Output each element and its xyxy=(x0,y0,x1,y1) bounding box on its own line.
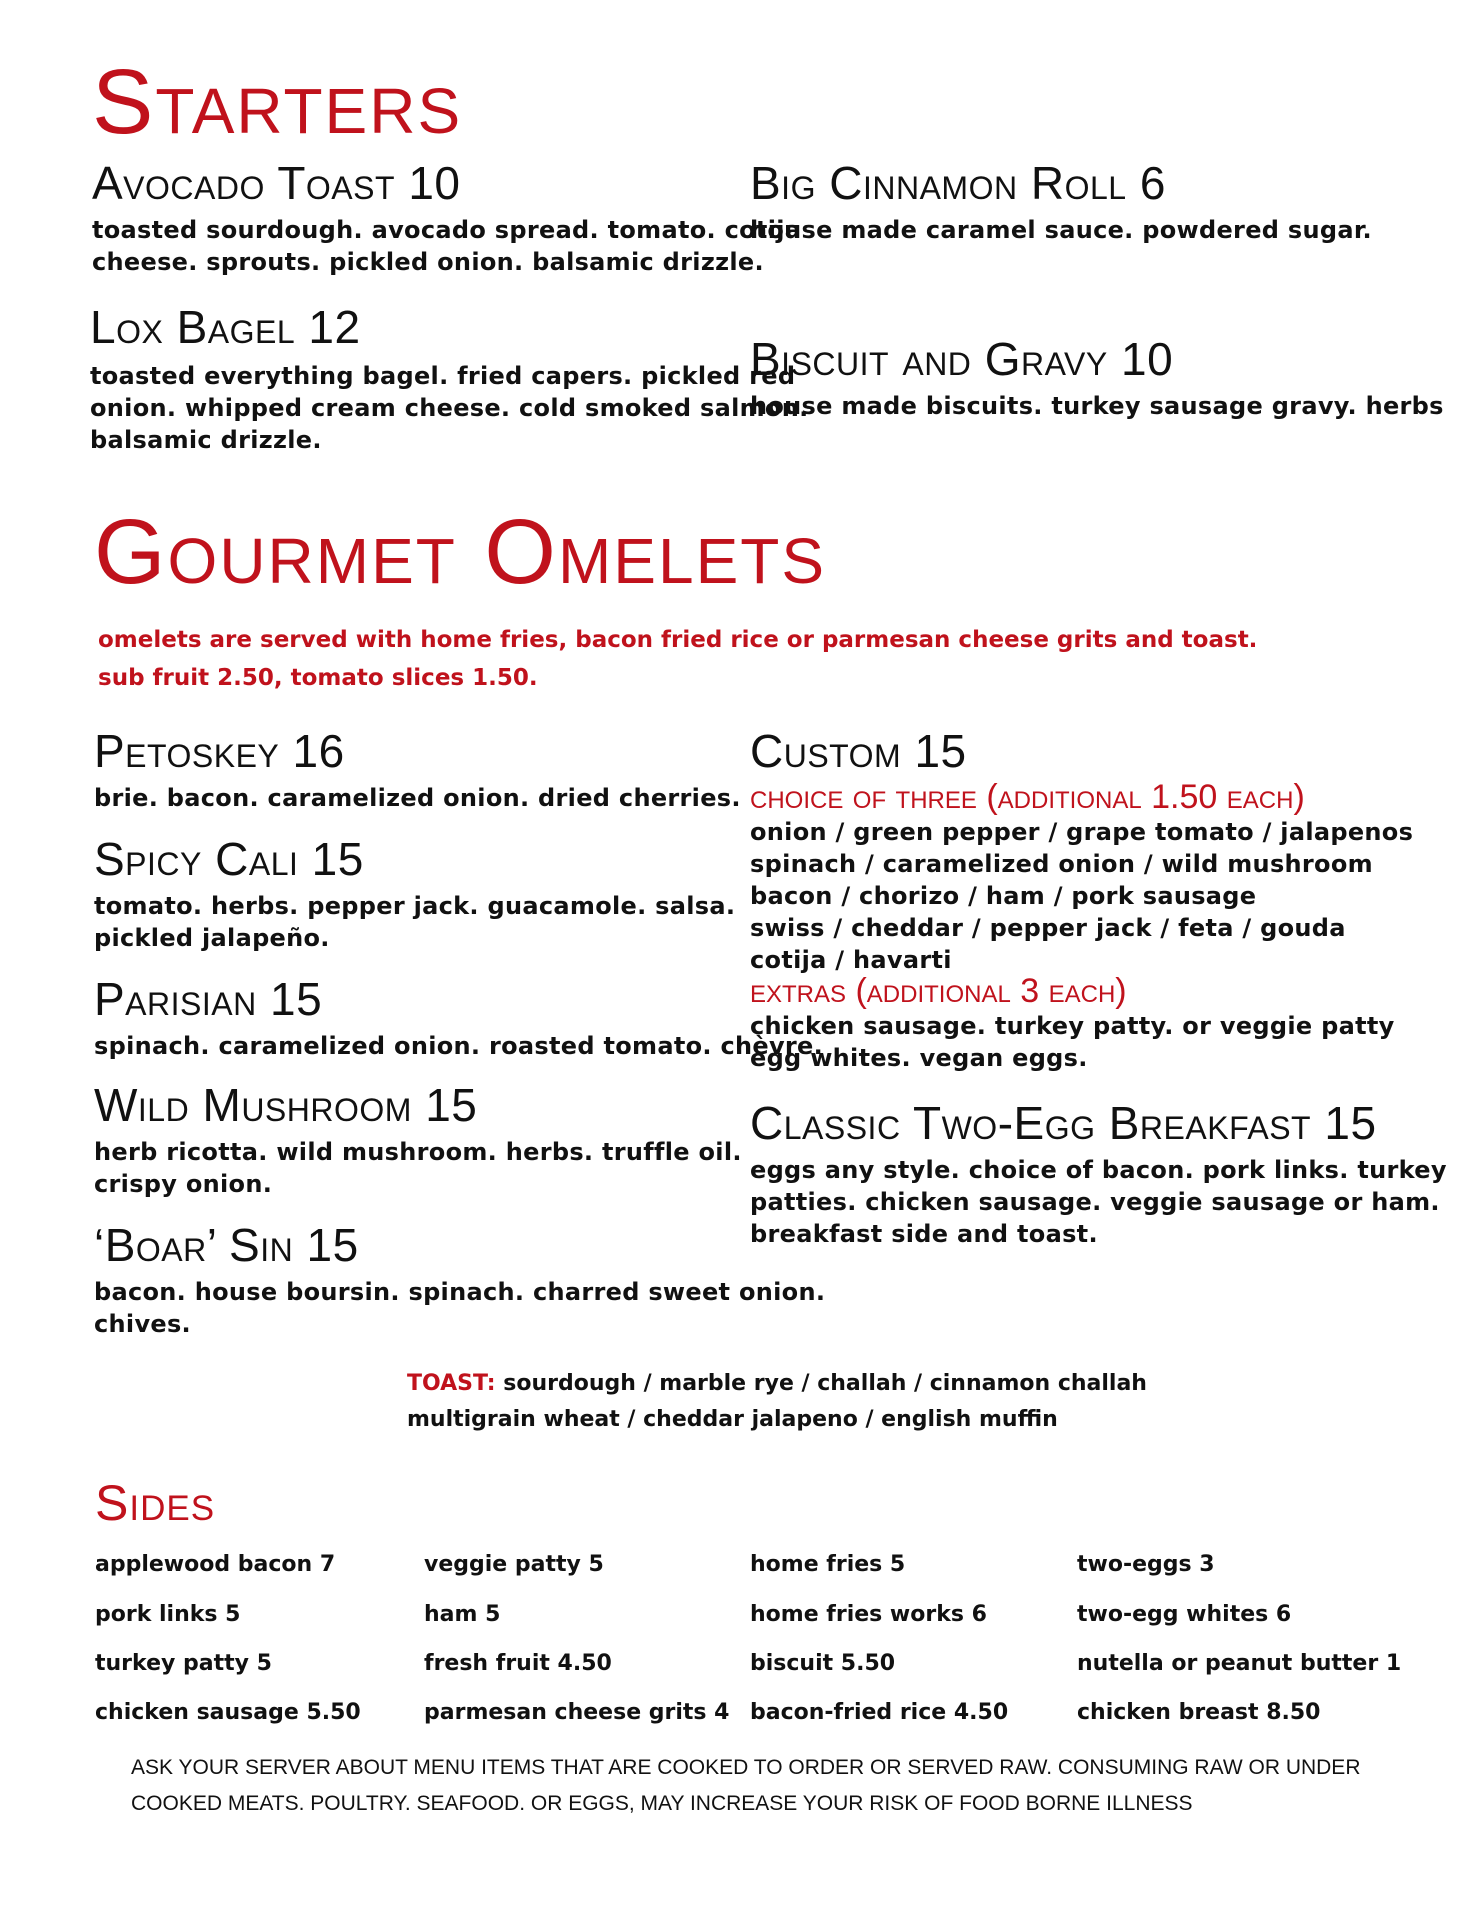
toast-line-1 xyxy=(407,1366,1147,1402)
item-description xyxy=(92,214,802,278)
option-line: swiss / cheddar / pepper jack / feta / gouda xyxy=(750,914,1346,942)
description-line: eggs any style. choice of bacon. pork links. turkey xyxy=(750,1156,1447,1184)
menu-item-big-cinnamon-roll xyxy=(750,157,1390,246)
item-description xyxy=(94,1136,754,1200)
item-title: Big Cinnamon Roll 6 xyxy=(750,157,1166,209)
toast-label: TOAST: xyxy=(407,1371,496,1396)
option-line: onion / green pepper / grape tomato / jalapenos xyxy=(750,818,1414,846)
description-line: house made caramel sauce. powdered sugar. xyxy=(750,216,1372,244)
description-line: spinach. caramelized onion. roasted tomato. chèvre. xyxy=(94,1032,824,1060)
omelets-note xyxy=(98,621,1257,697)
side-item: biscuit 5.50 xyxy=(750,1651,896,1676)
side-item: turkey patty 5 xyxy=(95,1651,272,1676)
side-item: parmesan cheese grits 4 xyxy=(424,1700,730,1725)
side-item: two-egg whites 6 xyxy=(1077,1602,1292,1627)
side-item: veggie patty 5 xyxy=(424,1552,604,1577)
option-line: bacon / chorizo / ham / pork sausage xyxy=(750,882,1257,910)
disclaimer-line: ASK YOUR SERVER ABOUT MENU ITEMS THAT ARE COOKED TO ORDER OR SERVED RAW. CONSUMING RAW OR UNDER xyxy=(131,1756,1361,1779)
item-description xyxy=(90,360,809,456)
description-line: cheese. sprouts. pickled onion. balsamic drizzle. xyxy=(92,248,764,276)
description-line: house made biscuits. turkey sausage gravy. herbs xyxy=(750,392,1444,420)
choice-options xyxy=(750,816,1414,976)
side-item: pork links 5 xyxy=(95,1602,241,1627)
menu-item-petoskey xyxy=(94,725,741,814)
toast-options xyxy=(407,1366,1147,1438)
item-title: ‘Boar’ Sin 15 xyxy=(94,1219,359,1271)
description-line: patties. chicken sausage. veggie sausage or ham. xyxy=(750,1188,1440,1216)
item-title: Custom 15 xyxy=(750,725,967,777)
menu-item-lox-bagel xyxy=(90,301,809,456)
description-line: toasted everything bagel. fried capers. pickled red xyxy=(90,362,796,390)
item-title: Spicy Cali 15 xyxy=(94,833,364,885)
disclaimer-line: COOKED MEATS. POULTRY. SEAFOOD. OR EGGS, MAY INCREASE YOUR RISK OF FOOD BORNE ILLNESS xyxy=(131,1792,1193,1815)
item-description xyxy=(750,214,1390,246)
menu-item-classic-two-egg-breakfast xyxy=(750,1097,1447,1250)
extras-label: extras (additional 3 each) xyxy=(750,972,1127,1010)
description-line: tomato. herbs. pepper jack. guacamole. salsa. xyxy=(94,892,736,920)
toast-options-text: sourdough / marble rye / challah / cinnamon challah xyxy=(503,1371,1147,1396)
menu-item-wild-mushroom xyxy=(94,1079,754,1200)
menu-item-biscuit-and-gravy xyxy=(750,333,1444,422)
item-title: Avocado Toast 10 xyxy=(92,157,461,209)
food-safety-disclaimer xyxy=(131,1750,1360,1822)
option-line: spinach / caramelized onion / wild mushroom xyxy=(750,850,1373,878)
note-line: sub fruit 2.50, tomato slices 1.50. xyxy=(98,665,538,691)
item-title: Classic Two-Egg Breakfast 15 xyxy=(750,1097,1377,1149)
item-description xyxy=(94,890,734,954)
option-line: cotija / havarti xyxy=(750,946,952,974)
side-item: two-eggs 3 xyxy=(1077,1552,1215,1577)
item-description xyxy=(750,1154,1447,1250)
item-description xyxy=(94,1276,826,1340)
option-line: egg whites. vegan eggs. xyxy=(750,1044,1088,1072)
starters-heading: Starters xyxy=(92,51,463,153)
description-line: herb ricotta. wild mushroom. herbs. truffle oil. xyxy=(94,1138,742,1166)
side-item: home fries works 6 xyxy=(750,1602,987,1627)
item-title: Wild Mushroom 15 xyxy=(94,1079,478,1131)
menu-item-boar-sin xyxy=(94,1219,826,1340)
item-description xyxy=(750,390,1444,422)
item-title: Parisian 15 xyxy=(94,973,323,1025)
description-line: onion. whipped cream cheese. cold smoked salmon. xyxy=(90,394,809,422)
side-item: applewood bacon 7 xyxy=(95,1552,336,1577)
description-line: balsamic drizzle. xyxy=(90,426,322,454)
note-line: omelets are served with home fries, bacon fried rice or parmesan cheese grits and toast. xyxy=(98,627,1258,653)
item-title: Petoskey 16 xyxy=(94,725,345,777)
menu-item-avocado-toast xyxy=(92,157,802,278)
description-line: toasted sourdough. avocado spread. tomato. cotija xyxy=(92,216,802,244)
side-item: home fries 5 xyxy=(750,1552,906,1577)
menu-item-custom-omelet xyxy=(750,725,1414,1074)
description-line: brie. bacon. caramelized onion. dried cherries. xyxy=(94,784,741,812)
menu-item-spicy-cali xyxy=(94,833,736,954)
menu-item-parisian xyxy=(94,973,824,1062)
item-description xyxy=(94,1030,824,1062)
description-line: chives. xyxy=(94,1310,191,1338)
side-item: bacon-fried rice 4.50 xyxy=(750,1700,1009,1725)
item-title: Biscuit and Gravy 10 xyxy=(750,333,1174,385)
description-line: breakfast side and toast. xyxy=(750,1220,1098,1248)
side-item: ham 5 xyxy=(424,1602,501,1627)
item-description xyxy=(94,782,741,814)
side-item: nutella or peanut butter 1 xyxy=(1077,1651,1402,1676)
extras-options xyxy=(750,1010,1410,1074)
side-item: fresh fruit 4.50 xyxy=(424,1651,612,1676)
omelets-heading: Gourmet Omelets xyxy=(94,501,827,603)
description-line: pickled jalapeño. xyxy=(94,924,330,952)
sides-heading: Sides xyxy=(95,1475,216,1531)
choice-of-three-label: choice of three (additional 1.50 each) xyxy=(750,778,1305,816)
side-item: chicken sausage 5.50 xyxy=(95,1700,361,1725)
side-item: chicken breast 8.50 xyxy=(1077,1700,1321,1725)
toast-line-2: multigrain wheat / cheddar jalapeno / english muffin xyxy=(407,1407,1058,1432)
item-title: Lox Bagel 12 xyxy=(90,301,361,353)
option-line: chicken sausage. turkey patty. or veggie patty xyxy=(750,1012,1395,1040)
description-line: bacon. house boursin. spinach. charred sweet onion. xyxy=(94,1278,826,1306)
description-line: crispy onion. xyxy=(94,1170,273,1198)
